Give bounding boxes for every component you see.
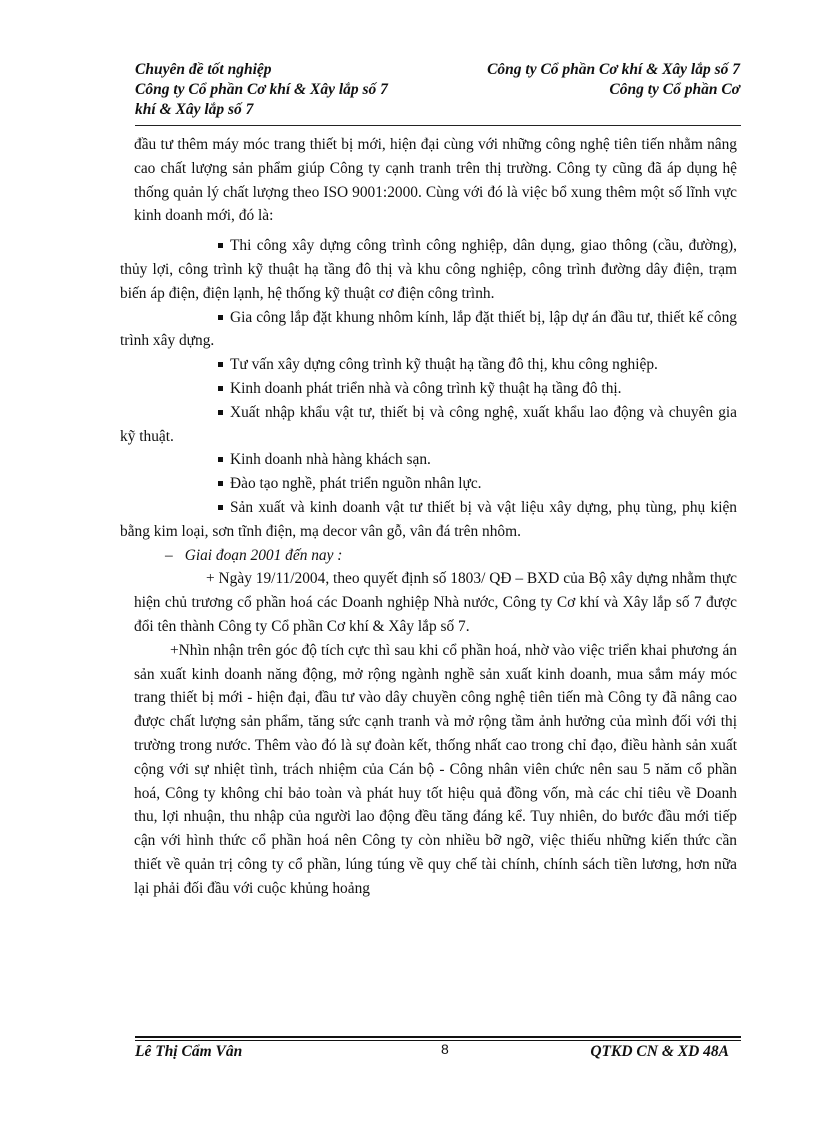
list-item: Tư vấn xây dựng công trình kỹ thuật hạ tầng đô thị, khu công nghiệp. [120, 353, 737, 377]
square-bullet-icon [218, 410, 223, 415]
footer-author: Lê Thị Cẩm Vân [135, 1043, 243, 1060]
header-thesis-title: Chuyên đề tốt nghiệp [135, 61, 272, 78]
square-bullet-icon [218, 315, 223, 320]
header-company-line2: Công ty Cổ phần Cơ khí & Xây lắp số 7 [135, 81, 388, 98]
footer-class-code: QTKD CN & XD 48A [590, 1043, 729, 1060]
list-item: Gia công lắp đặt khung nhôm kính, lắp đặt thiết bị, lập dự án đầu tư, thiết kế công trình xây dựng. [120, 308, 737, 350]
section-heading: – Giai đoạn 2001 đến nay : [165, 546, 343, 564]
header-company-line3: khí & Xây lắp số 7 [135, 101, 254, 118]
list-item: Kinh doanh phát triển nhà và công trình kỹ thuật hạ tầng đô thị. [120, 377, 737, 401]
square-bullet-icon [218, 243, 223, 248]
list-item: Kinh doanh nhà hàng khách sạn. [120, 448, 737, 472]
dash-bullet-icon: – [165, 546, 173, 564]
header-company-line2-right: Công ty Cổ phần Cơ [609, 81, 740, 98]
list-item: Xuất nhập khẩu vật tư, thiết bị và công nghệ, xuất khẩu lao động và chuyên gia kỹ thuật. [120, 403, 737, 445]
paragraph-renaming: + Ngày 19/11/2004, theo quyết định số 1803/ QĐ – BXD của Bộ xây dựng nhằm thực hiện chủ trương cổ phần hoá các Doanh nghiệp Nhà nước, Công ty Cơ khí và Xây lắp số 7 được đổi tên thành Công ty Cổ phần Cơ khí & Xây lắp số 7. [134, 570, 737, 635]
header-divider [135, 125, 741, 126]
footer-divider-thick [135, 1036, 741, 1038]
paragraph-assessment: +Nhìn nhận trên góc độ tích cực thì sau khi cổ phần hoá, nhờ vào việc triển khai phương án sản xuất kinh doanh năng động, mở rộng ngành nghề sản xuất kinh doanh, mua sắm máy móc trang thiết bị mới - hiện đại, đầu tư vào dây chuyền công nghệ tiên tiến mà Công ty đã nâng cao được chất lượng sản phẩm, tăng sức cạnh tranh và mở rộng tầm ảnh hưởng của mình đối với thị trường trong nước. Thêm vào đó là sự đoàn kết, thống nhất cao trong chỉ đạo, điều hành sản xuất cộng với sự nhiệt tình, trách nhiệm của Cán bộ - Công nhân viên chức nên sau 5 năm cổ phần hoá, Công ty không chỉ bảo toàn và phát huy tốt hiệu quả đồng vốn, mà các chỉ tiêu về Doanh thu, lợi nhuận, thu nhập của người lao động đều tăng đáng kể. Tuy nhiên, do bước đầu mới tiếp cận với hình thức cổ phần hoá nên Công ty còn nhiều bỡ ngỡ, việc thiếu những kiến thức cần thiết về quản trị công ty cổ phần, lúng túng về quy chế tài chính, chính sách tiền lương, hơn nữa lại phải đối đầu với cuộc khủng hoảng [134, 641, 737, 897]
list-item: Đào tạo nghề, phát triển nguồn nhân lực. [120, 472, 737, 496]
document-body [120, 133, 737, 901]
footer-divider-thin [135, 1040, 741, 1041]
square-bullet-icon [218, 457, 223, 462]
intro-paragraph: đầu tư thêm máy móc trang thiết bị mới, hiện đại cùng với những công nghệ tiên tiến nhằm nâng cao chất lượng sản phẩm giúp Công ty cạnh tranh trên thị trường. Công ty cũng đã áp dụng hệ thống quản lý chất lượng theo ISO 9001:2000. Cùng với đó là việc bổ xung thêm một số lĩnh vực kinh doanh mới, đó là: [134, 136, 737, 225]
header-company-right: Công ty Cổ phần Cơ khí & Xây lắp số 7 [487, 61, 740, 78]
page-number: 8 [441, 1041, 449, 1057]
running-header [135, 60, 745, 122]
list-item: Sản xuất và kinh doanh vật tư thiết bị và vật liệu xây dựng, phụ tùng, phụ kiện bằng kim loại, sơn tĩnh điện, mạ decor vân gỗ, vân đá trên nhôm. [120, 498, 737, 540]
square-bullet-icon [218, 481, 223, 486]
square-bullet-icon [218, 505, 223, 510]
square-bullet-icon [218, 362, 223, 367]
list-item: Thi công xây dựng công trình công nghiệp, dân dụng, giao thông (cầu, đường), thủy lợi, công trình kỹ thuật hạ tầng đô thị và khu công nghiệp, công trình đường dây điện, trạm biến áp điện, điện lạnh, hệ thống kỹ thuật cơ điện công trình. [120, 237, 737, 302]
square-bullet-icon [218, 386, 223, 391]
